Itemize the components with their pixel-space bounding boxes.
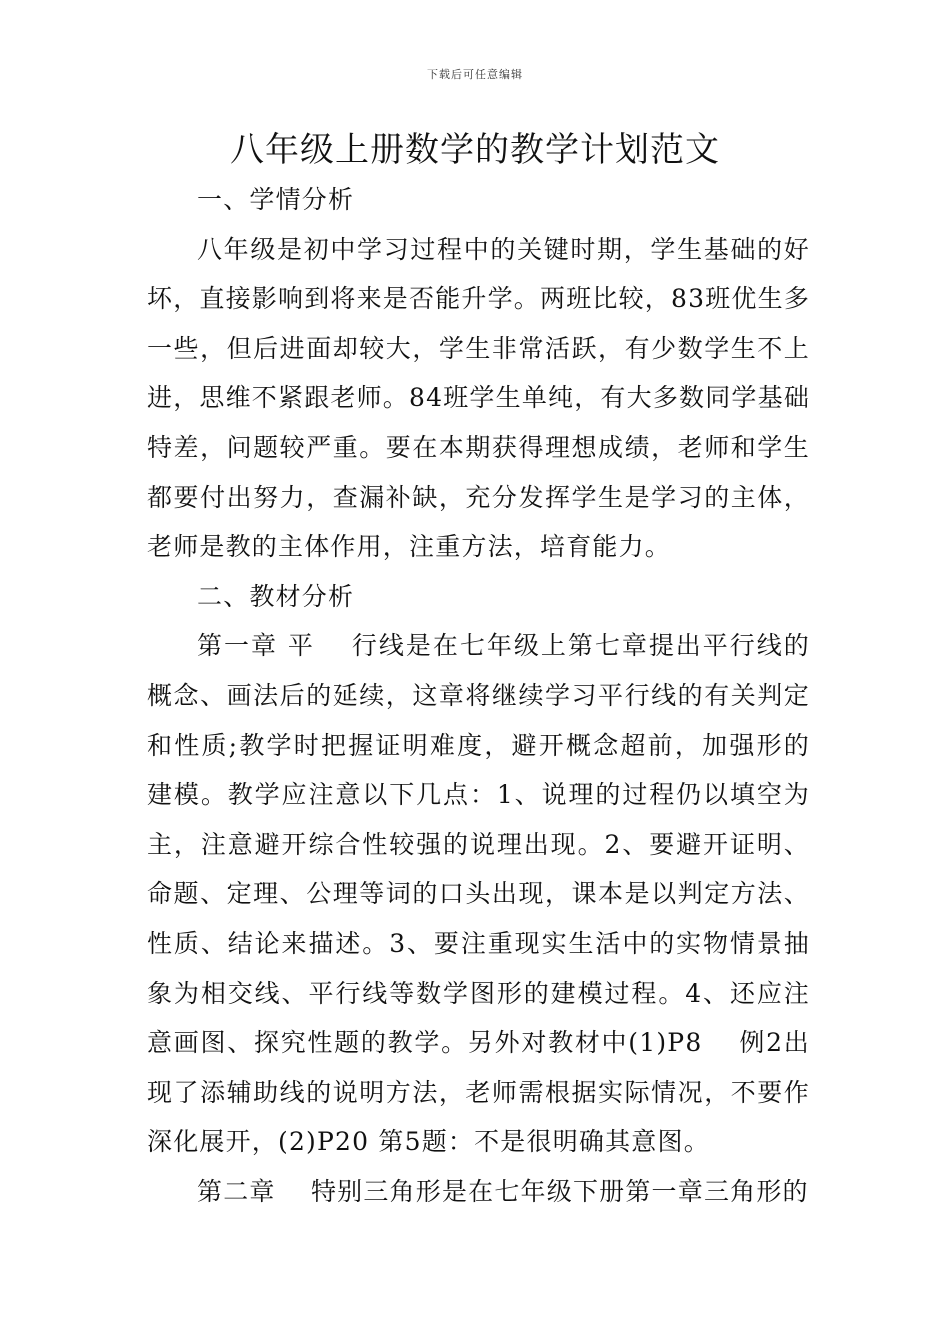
document-title: 八年级上册数学的教学计划范文 xyxy=(230,130,720,170)
section-heading-textbook-analysis: 二、教材分析 xyxy=(197,581,355,611)
document-body xyxy=(147,175,810,1216)
paragraph-chapter-two: 第二章 特别三角形是在七年级下册第一章三角形的 xyxy=(197,1176,809,1206)
paragraph-chapter-one: 第一章 平 行线是在七年级上第七章提出平行线的概念、画法后的延续，这章将继续学习平行线的有关判定和性质;教学时把握证明难度，避开概念超前，加强形的建模。教学应注意以下几点：1、说理的过程仍以填空为主，注意避开综合性较强的说理出现。2、要避开证明、命题、定理、公理等词的口头出现，课本是以判定方法、性质、结论来描述。3、要注重现实生活中的实物情景抽象为相交线、平行线等数学图形的建模过程。4、还应注意画图、探究性题的教学。另外对教材中(1)P8 例2出现了添辅助线的说明方法，老师需根据实际情况，不要作深化展开，(2)P20 第5题：不是很明确其意图。 xyxy=(147,631,810,1157)
section-heading-learning-analysis: 一、学情分析 xyxy=(197,185,355,214)
paragraph-learning-analysis: 八年级是初中学习过程中的关键时期，学生基础的好坏，直接影响到将来是否能升学。两班比较，83班优生多一些，但后进面却较大，学生非常活跃，有少数学生不上进，思维不紧跟老师。84班学生单纯，有大多数同学基础特差，问题较严重。要在本期获得理想成绩，老师和学生都要付出努力，查漏补缺，充分发挥学生是学习的主体，老师是教的主体作用，注重方法，培育能力。 xyxy=(147,234,811,562)
header-note: 下载后可任意编辑 xyxy=(427,68,523,81)
